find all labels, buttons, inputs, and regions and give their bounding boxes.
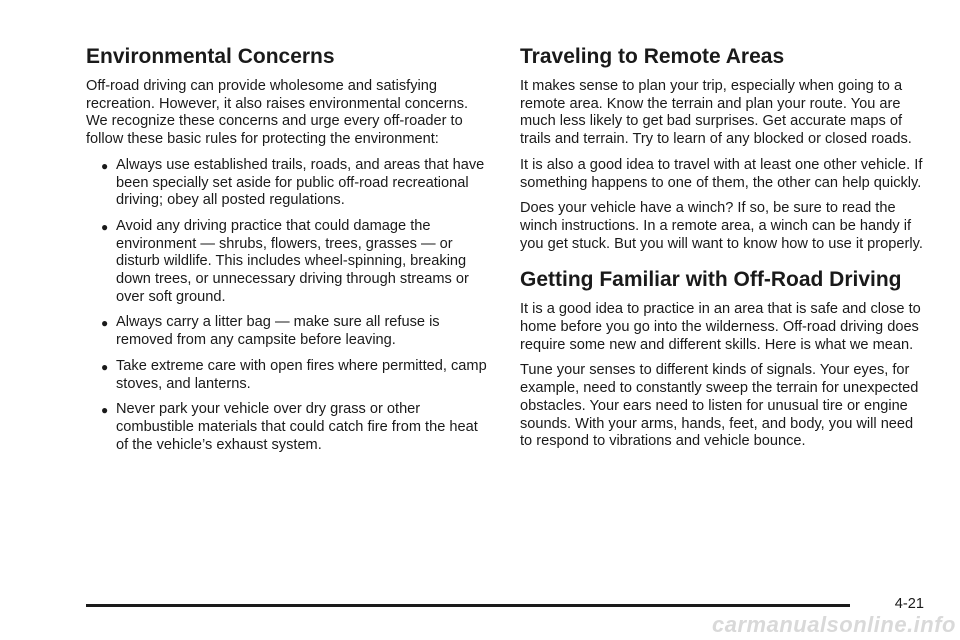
list-item-text: Never park your vehicle over dry grass or other combustible materials that could catch fire from the heat of the vehicle’s exhaust system. [116, 401, 478, 453]
list-item-text: Avoid any driving practice that could damage the environment — shrubs, flowers, trees, grasses — or disturb wildlife. This includes wheel-spinning, breaking down trees, or unnecessary driving through streams or over soft ground. [116, 217, 469, 305]
bullet-icon: ● [101, 219, 109, 234]
bullet-icon: ● [101, 403, 109, 418]
left-column [86, 44, 490, 462]
paragraph: It is a good idea to practice in an area that is safe and close to home before you go into the wilderness. Off-road driving does require some new and different skills. Here is what we mean. [520, 301, 921, 353]
intro-paragraph: Off-road driving can provide wholesome and satisfying recreation. However, it also raises environmental concerns. We recognize these concerns and urge every off-roader to follow these basic rules for protecting the environment: [86, 78, 469, 148]
section-heading-environmental-concerns: Environmental Concerns [86, 45, 335, 68]
section-heading-off-road-driving: Getting Familiar with Off-Road Driving [520, 268, 902, 292]
list-item-text: Take extreme care with open fires where permitted, camp stoves, and lanterns. [116, 357, 487, 392]
bullet-icon: ● [101, 316, 109, 331]
paragraph: It is also a good idea to travel with at least one other vehicle. If something happens to one of them, the other can help quickly. [520, 156, 923, 191]
rules-list [86, 157, 490, 455]
bullet-icon: ● [101, 359, 109, 374]
page-number: 4-21 [894, 596, 924, 612]
list-item [101, 157, 490, 210]
list-item [101, 314, 490, 349]
paragraph: Tune your senses to different kinds of signals. Your eyes, for example, need to constantly sweep the terrain for unexpected obstacles. Your ears need to listen for unusual tire or engine sounds. With your arms, hands, feet, and body, you will need to respond to vibrations and vehicle bounce. [520, 362, 919, 450]
list-item [101, 358, 490, 393]
list-item [101, 218, 490, 307]
paragraph: It makes sense to plan your trip, especially when going to a remote area. Know the terrain and plan your route. You are much less likely to get bad surprises. Get accurate maps of trails and terrain. Try to learn of any blocked or closed roads. [520, 78, 912, 148]
bullet-icon: ● [101, 158, 109, 173]
right-column [520, 44, 928, 459]
section-heading-remote-areas: Traveling to Remote Areas [520, 45, 785, 68]
list-item-text: Always carry a litter bag — make sure all refuse is removed from any campsite before leaving. [116, 314, 440, 349]
paragraph: Does your vehicle have a winch? If so, be sure to read the winch instructions. In a remote area, a winch can be handy if you get stuck. But you will want to know how to use it properly. [520, 200, 923, 252]
list-item [101, 401, 490, 454]
footer-rule [86, 604, 850, 607]
watermark: carmanualsonline.info [712, 612, 956, 637]
list-item-text: Always use established trails, roads, and areas that have been specially set aside for public off-road recreational driving; obey all posted regulations. [116, 156, 485, 209]
